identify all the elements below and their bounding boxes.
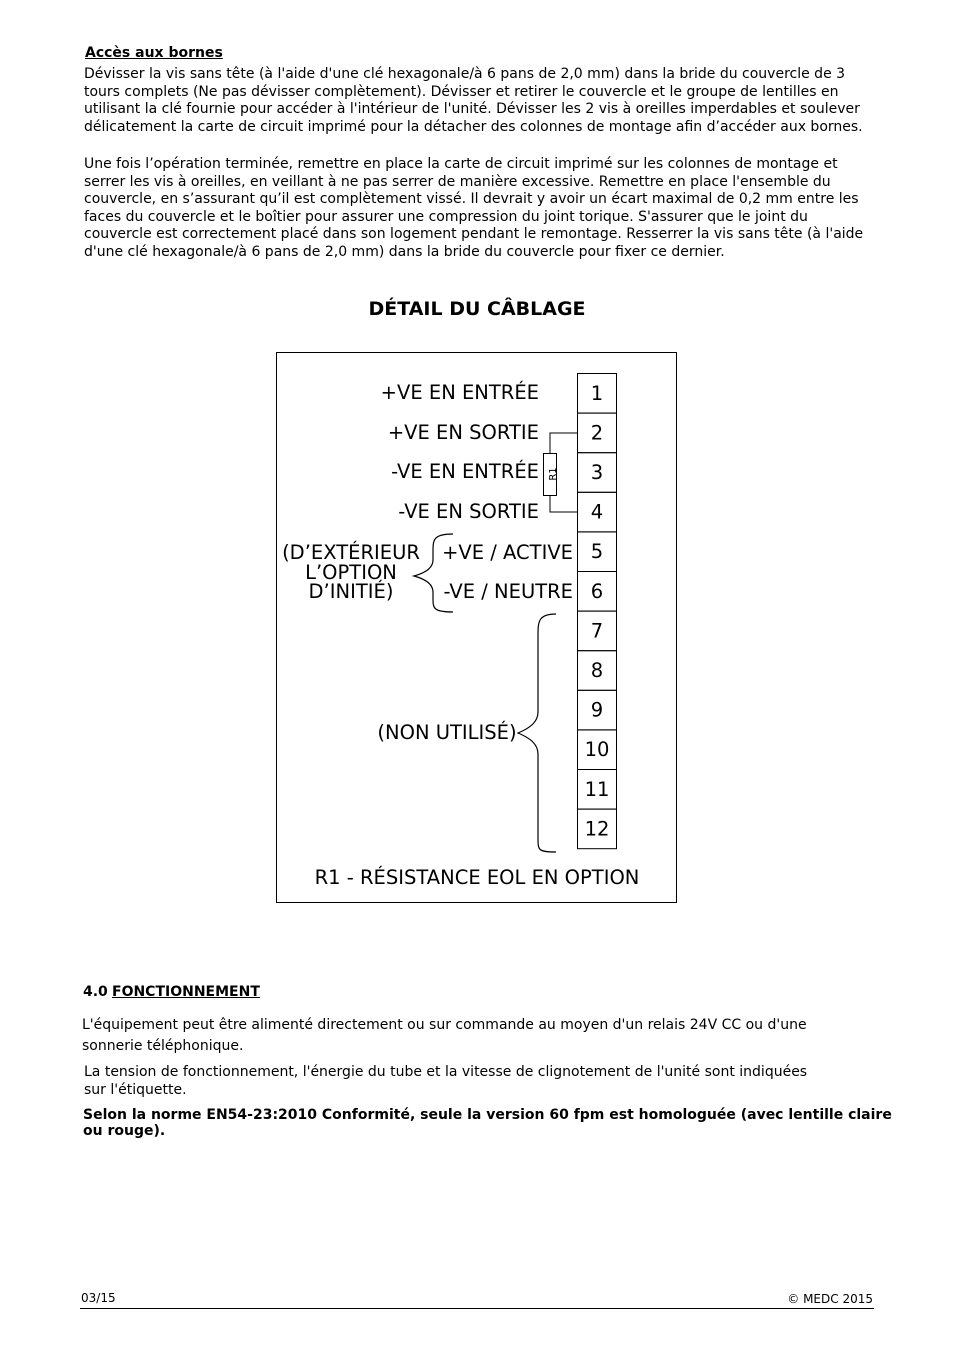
terminal-number-4: 4 xyxy=(590,500,604,524)
terminal-number-8: 8 xyxy=(590,659,604,682)
paragraph-operation-label: La tension de fonctionnement, l'énergie du tube et la vitesse de clignotement de l'unité sont indiquées sur l'étiquette. xyxy=(84,1064,808,1098)
label-terminal-5: +VE / ACTIVE xyxy=(442,541,573,564)
unused-brace xyxy=(518,614,556,852)
section-title: FONCTIONNEMENT xyxy=(112,984,260,1000)
label-terminal-2: +VE EN SORTIE xyxy=(387,421,539,444)
terminal-number-5: 5 xyxy=(590,540,604,564)
resistor-r1-label: R1 xyxy=(548,467,559,481)
unused-label: (NON UTILISÉ) xyxy=(377,721,517,744)
terminal-number-2: 2 xyxy=(590,421,604,445)
terminal-number-9: 9 xyxy=(590,698,604,722)
terminal-number-10: 10 xyxy=(584,738,610,762)
terminal-number-11: 11 xyxy=(584,777,610,801)
footer-copyright: © MEDC 2015 xyxy=(787,1292,873,1306)
diagram-footnote: R1 - RÉSISTANCE EOL EN OPTION xyxy=(314,866,640,889)
option-group-line-3: D’INITIÉ) xyxy=(308,580,394,603)
label-terminal-4: -VE EN SORTIE xyxy=(398,500,539,523)
option-group-line-1: (D’EXTÉRIEUR xyxy=(282,541,420,564)
label-terminal-3: -VE EN ENTRÉE xyxy=(391,460,539,483)
wiring-title: DÉTAIL DU CÂBLAGE xyxy=(368,298,586,320)
terminal-number-12: 12 xyxy=(584,817,610,841)
terminal-number-6: 6 xyxy=(590,579,604,603)
terminal-number-3: 3 xyxy=(590,461,604,484)
section-heading-terminal-access: Accès aux bornes xyxy=(85,45,223,61)
label-terminal-6: -VE / NEUTRE xyxy=(443,580,573,603)
compliance-statement: Selon la norme EN54-23:2010 Conformité, seule la version 60 fpm est homologuée (avec lentille claire ou rouge). xyxy=(83,1107,892,1139)
footer-divider xyxy=(80,1308,874,1309)
paragraph-terminal-access: Dévisser la vis sans tête (à l'aide d'une clé hexagonale/à 6 pans de 2,0 mm) dans la bride du couvercle de 3 tours complets (Ne pas dévisser complètement). Dévisser et retirer le couvercle et le groupe de lentilles en utilisant la clé fournie pour accéder à l'intérieur de l'unité. Dévisser les 2 vis à oreilles imperdables et soulever délicatement la carte de circuit imprimé pour la détacher des colonnes de montage afin d’accéder aux bornes. xyxy=(84,66,863,135)
paragraph-operation-power: L'équipement peut être alimenté directement ou sur commande au moyen d'un relais 24V CC ou d'une sonnerie téléphonique. xyxy=(82,1017,807,1054)
paragraph-reassembly: Une fois l’opération terminée, remettre en place la carte de circuit imprimé sur les colonnes de montage et serrer les vis à oreilles, en veillant à ne pas serrer de manière excessive. Remettre en place l'ensemble du couvercle, en s’assurant qu’il est complètement vissé. Il devrait y avoir un écart maximal de 0,2 mm entre les faces du couvercle et le boîtier pour assurer une compression du joint torique. S'assurer que le joint du couvercle est correctement placé dans son logement pendant le remontage. Resserrer la vis sans tête (à l'aide d'une clé hexagonale/à 6 pans de 2,0 mm) dans la bride du couvercle pour fixer ce dernier. xyxy=(84,156,864,260)
option-group-line-2: L’OPTION xyxy=(305,561,397,584)
section-number: 4.0 xyxy=(83,984,108,1000)
terminal-number-7: 7 xyxy=(590,619,604,643)
terminal-number-1: 1 xyxy=(590,381,604,405)
label-terminal-1: +VE EN ENTRÉE xyxy=(380,381,539,404)
footer-date: 03/15 xyxy=(81,1291,116,1305)
terminal-strip xyxy=(578,374,617,849)
